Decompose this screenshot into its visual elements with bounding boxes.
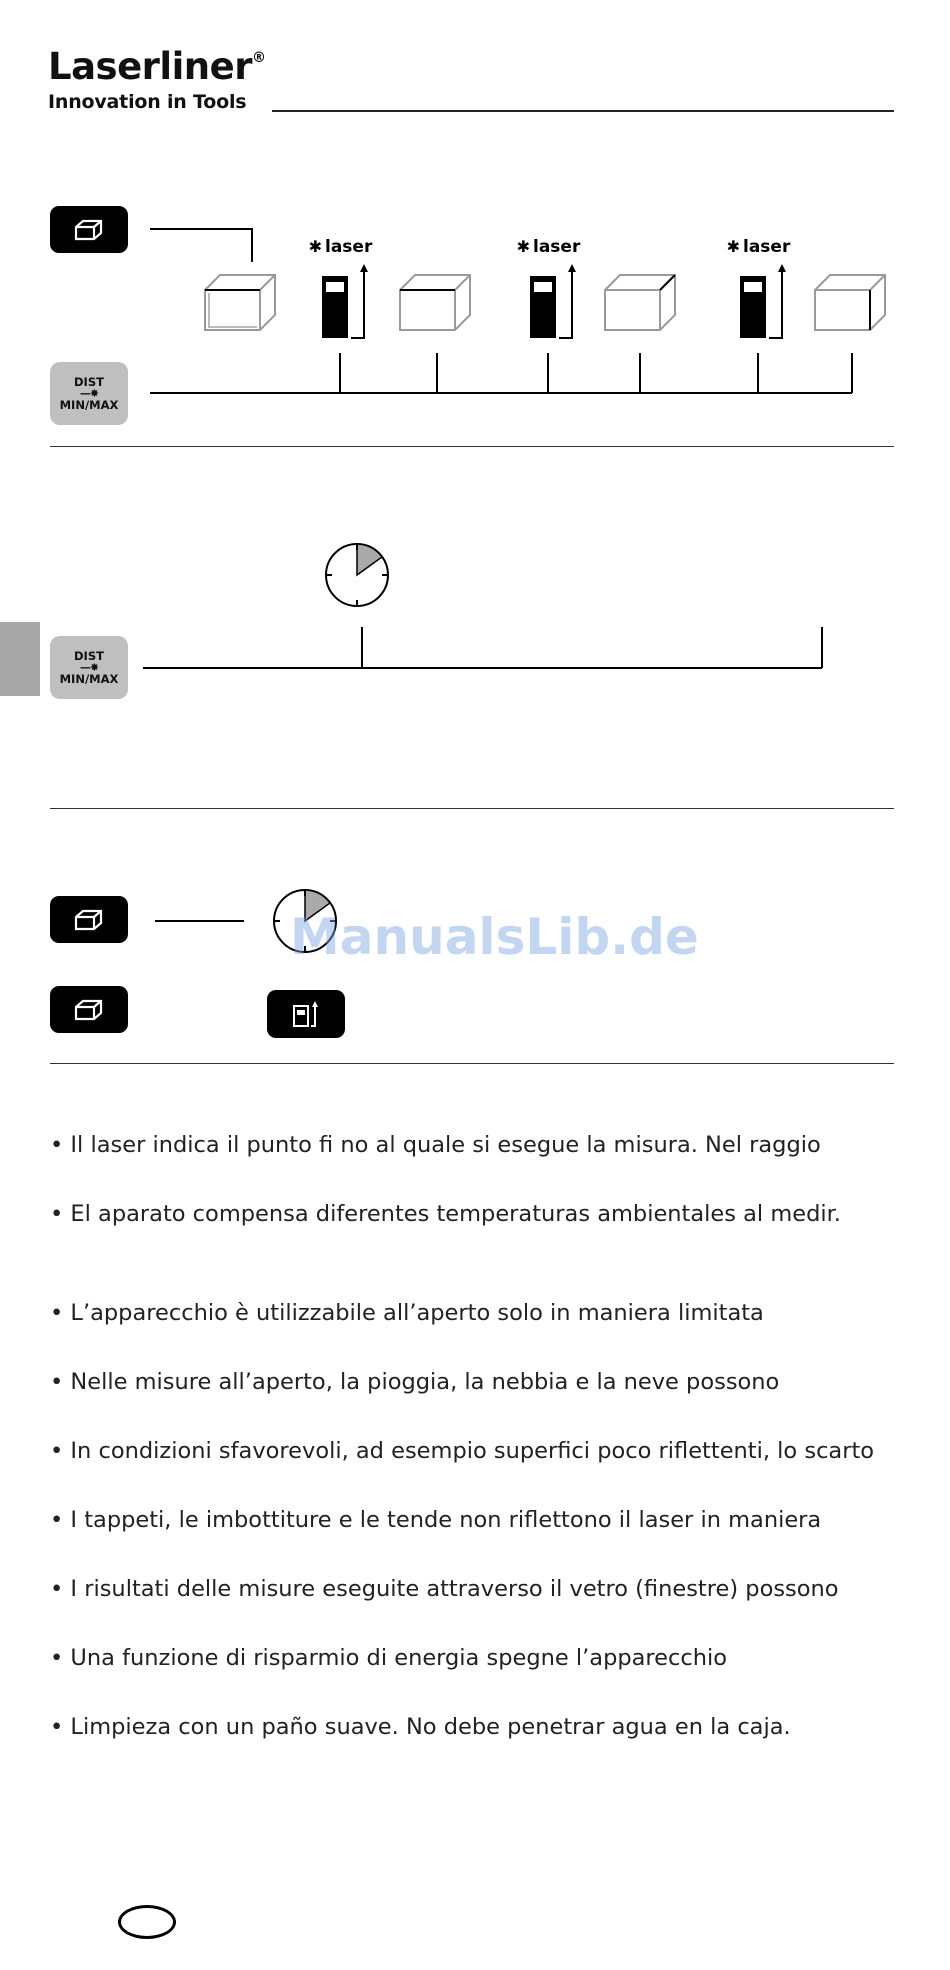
laser-star-2: ✱ — [516, 237, 530, 256]
note-bullet-1: • Il laser indica il punto fi no al quale si esegue la misura. Nel raggio — [50, 1132, 821, 1158]
watermark: ManualsLib.de — [290, 908, 699, 966]
laser-arrow-icon: —✸ — [79, 660, 99, 674]
dist-label: DIST — [74, 374, 104, 389]
device-display-symbol — [267, 990, 345, 1038]
dist-label: DIST — [74, 648, 104, 663]
area-measurement-sequence — [0, 0, 950, 460]
laser-star-1: ✱ — [308, 237, 322, 256]
section-divider-2 — [50, 808, 894, 809]
brand-tagline: Innovation in Tools — [48, 91, 247, 113]
minmax-label: MIN/MAX — [59, 672, 119, 687]
section-divider-1 — [50, 446, 894, 447]
area-function-key-3 — [50, 986, 128, 1033]
device-laser-icon — [291, 1000, 321, 1028]
key-connector-line — [150, 229, 252, 262]
dist-minmax-key-2 — [50, 636, 128, 699]
brand-name: Laserliner — [48, 45, 252, 88]
registered-mark: ® — [251, 49, 266, 66]
laser-label-1: laser — [325, 237, 373, 257]
room-box-3 — [605, 275, 675, 330]
language-marker — [118, 1905, 176, 1939]
device-1 — [322, 264, 368, 338]
timer-clock-icon — [326, 544, 388, 606]
room-box-1 — [205, 275, 275, 330]
room-box-2 — [400, 275, 470, 330]
laser-arrow-icon: —✸ — [79, 386, 99, 400]
laser-label-2: laser — [533, 237, 581, 257]
note-bullet-8: • Una funzione di risparmio di energia spegne l’apparecchio — [50, 1645, 728, 1671]
minmax-label: MIN/MAX — [59, 398, 119, 413]
note-bullet-3: • L’apparecchio è utilizzabile all’aperto solo in maniera limitata — [50, 1300, 764, 1326]
note-bullet-5: • In condizioni sfavorevoli, ad esempio superfici poco riflettenti, lo scarto — [50, 1438, 875, 1464]
note-bullet-9: • Limpieza con un paño suave. No debe penetrar agua en la caja. — [50, 1714, 791, 1740]
room-box-4 — [815, 275, 885, 330]
laser-label-3: laser — [743, 237, 791, 257]
chapter-tab — [0, 622, 40, 696]
note-bullet-2: • El aparato compensa diferentes temperaturas ambientales al medir. — [50, 1201, 841, 1227]
laser-star-3: ✱ — [726, 237, 740, 256]
note-bullet-6: • I tappeti, le imbottiture e le tende non riflettono il laser in maniera — [50, 1507, 822, 1533]
note-bullet-4: • Nelle misure all’aperto, la pioggia, la nebbia e la neve possono — [50, 1369, 780, 1395]
device-3 — [740, 264, 786, 338]
minmax-timeline — [0, 520, 950, 670]
section-divider-3 — [50, 1063, 894, 1064]
area-icon — [73, 997, 105, 1023]
measured-edge-depth — [660, 275, 675, 290]
device-2 — [530, 264, 576, 338]
note-bullet-7: • I risultati delle misure eseguite attraverso il vetro (finestre) possono — [50, 1576, 839, 1602]
